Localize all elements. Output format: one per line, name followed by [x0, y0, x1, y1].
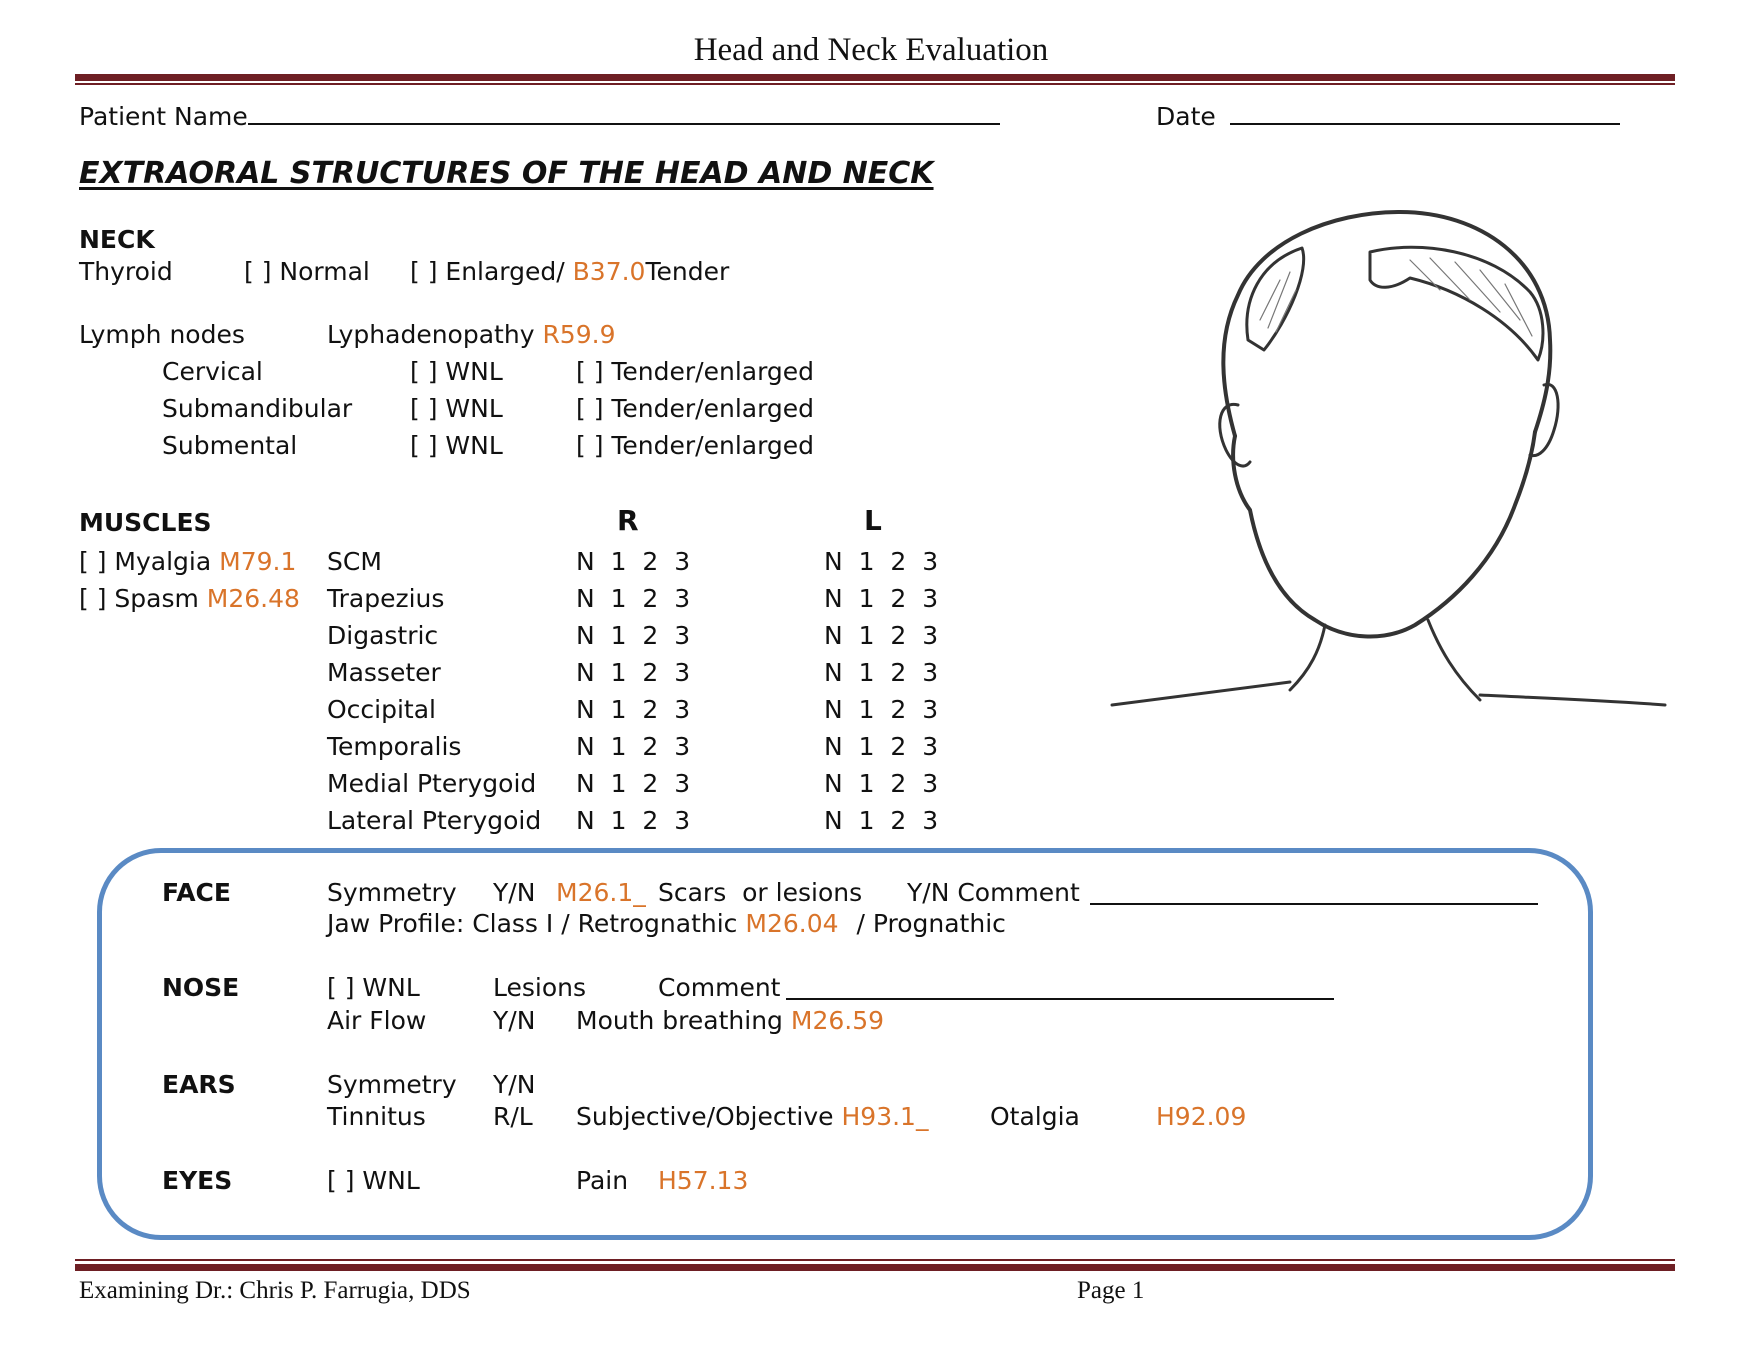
lymph-row-name: Cervical	[162, 357, 263, 386]
thyroid-label: Thyroid	[79, 257, 173, 286]
lymph-nodes-label: Lymph nodes	[79, 320, 245, 349]
muscle-scale-r[interactable]: N 1 2 3	[576, 584, 691, 613]
muscle-name: Medial Pterygoid	[327, 769, 537, 798]
muscle-scale-l[interactable]: N 1 2 3	[824, 806, 939, 835]
otalgia-code: H92.09	[1156, 1102, 1247, 1131]
muscle-name: Digastric	[327, 621, 439, 650]
lymph-row-tender[interactable]: [ ] Tender/enlarged	[576, 431, 815, 460]
muscle-scale-r[interactable]: N 1 2 3	[576, 769, 691, 798]
page-title: Head and Neck Evaluation	[693, 32, 1049, 68]
lymph-row-tender[interactable]: [ ] Tender/enlarged	[576, 394, 815, 423]
muscle-name: SCM	[327, 547, 382, 576]
date-label: Date	[1156, 102, 1216, 131]
nose-airflow-label: Air Flow	[327, 1006, 427, 1035]
thyroid-normal-option[interactable]: [ ] Normal	[244, 257, 370, 286]
tinnitus-label: Tinnitus	[327, 1102, 426, 1131]
muscle-scale-r[interactable]: N 1 2 3	[576, 806, 691, 835]
face-scars-label: Scars or lesions	[658, 878, 863, 907]
lymph-row-wnl[interactable]: [ ] WNL	[410, 431, 503, 460]
nose-lesions-label: Lesions	[493, 973, 587, 1002]
head-sketch	[1110, 200, 1670, 715]
face-symmetry-code: M26.1_	[556, 878, 646, 907]
header-rule-thin	[75, 83, 1675, 85]
myalgia-code: M79.1	[219, 547, 297, 576]
muscle-name: Temporalis	[327, 732, 462, 761]
spasm-option[interactable]: [ ] Spasm	[79, 584, 199, 613]
date-field[interactable]	[1230, 97, 1620, 125]
lymph-row-name: Submental	[162, 431, 298, 460]
myalgia-option[interactable]: [ ] Myalgia	[79, 547, 212, 576]
ears-heading: EARS	[162, 1070, 236, 1099]
patient-name-field[interactable]	[248, 97, 1000, 125]
thyroid-enlarged-code: B37.0	[572, 257, 646, 286]
lymph-row-name: Submandibular	[162, 394, 353, 423]
muscle-name: Trapezius	[327, 584, 445, 613]
otalgia-label: Otalgia	[990, 1102, 1080, 1131]
muscles-heading: MUSCLES	[79, 508, 212, 537]
eyes-wnl-option[interactable]: [ ] WNL	[327, 1166, 420, 1195]
lymphadenopathy-code: R59.9	[542, 320, 616, 349]
lymphadenopathy-label: Lyphadenopathy	[327, 320, 535, 349]
patient-name-label: Patient Name	[79, 102, 248, 131]
lymphadenopathy-row	[327, 320, 615, 350]
face-heading: FACE	[162, 878, 231, 907]
muscle-name: Masseter	[327, 658, 441, 687]
muscle-scale-r[interactable]: N 1 2 3	[576, 658, 691, 687]
muscle-name: Occipital	[327, 695, 436, 724]
face-symmetry-label: Symmetry	[327, 878, 457, 907]
page-number: Page 1	[1077, 1277, 1145, 1304]
face-scars-yn[interactable]: Y/N Comment	[907, 878, 1080, 907]
footer-rule	[75, 1264, 1675, 1271]
jaw-profile-code: M26.04	[745, 909, 839, 938]
neck-heading: NECK	[79, 225, 155, 254]
muscle-scale-l[interactable]: N 1 2 3	[824, 732, 939, 761]
mouth-breathing-code: M26.59	[790, 1006, 885, 1035]
tinnitus-rl[interactable]: R/L	[493, 1102, 533, 1131]
jaw-profile-text: Jaw Profile: Class I / Retrognathic	[327, 909, 738, 938]
muscle-scale-l[interactable]: N 1 2 3	[824, 769, 939, 798]
muscle-scale-l[interactable]: N 1 2 3	[824, 621, 939, 650]
eyes-pain-code: H57.13	[658, 1166, 749, 1195]
mouth-breathing-row	[576, 1006, 884, 1036]
muscle-scale-l[interactable]: N 1 2 3	[824, 658, 939, 687]
jaw-profile-row	[327, 909, 1006, 939]
spasm-code: M26.48	[206, 584, 300, 613]
patient-name-row	[79, 97, 1000, 132]
ears-symmetry-label: Symmetry	[327, 1070, 457, 1099]
ears-symmetry-yn[interactable]: Y/N	[493, 1070, 536, 1099]
tinnitus-subjective-code: H93.1_	[841, 1102, 929, 1131]
lymph-row-tender[interactable]: [ ] Tender/enlarged	[576, 357, 815, 386]
muscles-col-l: L	[864, 504, 882, 537]
muscle-scale-r[interactable]: N 1 2 3	[576, 621, 691, 650]
eyes-heading: EYES	[162, 1166, 233, 1195]
nose-heading: NOSE	[162, 973, 240, 1002]
mouth-breathing-label: Mouth breathing	[576, 1006, 783, 1035]
section-title: EXTRAORAL STRUCTURES OF THE HEAD AND NECK	[79, 156, 934, 191]
muscle-scale-r[interactable]: N 1 2 3	[576, 695, 691, 724]
thyroid-enlarged-row	[410, 257, 729, 287]
muscles-col-r: R	[617, 504, 639, 537]
thyroid-tender-label: Tender	[645, 257, 730, 286]
lymph-row-wnl[interactable]: [ ] WNL	[410, 357, 503, 386]
nose-comment-label: Comment	[658, 973, 781, 1002]
muscle-name: Lateral Pterygoid	[327, 806, 542, 835]
muscle-scale-l[interactable]: N 1 2 3	[824, 584, 939, 613]
examiner-label: Examining Dr.: Chris P. Farrugia, DDS	[79, 1277, 471, 1304]
tinnitus-subjective-row	[576, 1102, 928, 1132]
myalgia-row	[79, 547, 296, 577]
spasm-row	[79, 584, 300, 614]
muscle-scale-r[interactable]: N 1 2 3	[576, 547, 691, 576]
muscle-scale-l[interactable]: N 1 2 3	[824, 695, 939, 724]
nose-wnl-option[interactable]: [ ] WNL	[327, 973, 420, 1002]
eyes-pain-label: Pain	[576, 1166, 629, 1195]
header-rule	[75, 74, 1675, 81]
date-row	[1156, 97, 1620, 132]
nose-comment-field[interactable]	[786, 998, 1334, 1000]
muscle-scale-r[interactable]: N 1 2 3	[576, 732, 691, 761]
footer-rule-thin	[75, 1259, 1675, 1261]
face-comment-field[interactable]	[1090, 903, 1538, 905]
nose-airflow-yn[interactable]: Y/N	[493, 1006, 536, 1035]
face-symmetry-yn[interactable]: Y/N	[493, 878, 536, 907]
lymph-row-wnl[interactable]: [ ] WNL	[410, 394, 503, 423]
muscle-scale-l[interactable]: N 1 2 3	[824, 547, 939, 576]
thyroid-enlarged-option[interactable]: [ ] Enlarged/	[410, 257, 565, 286]
jaw-profile-tail: / Prognathic	[856, 909, 1006, 938]
tinnitus-subjective-label: Subjective/Objective	[576, 1102, 834, 1131]
